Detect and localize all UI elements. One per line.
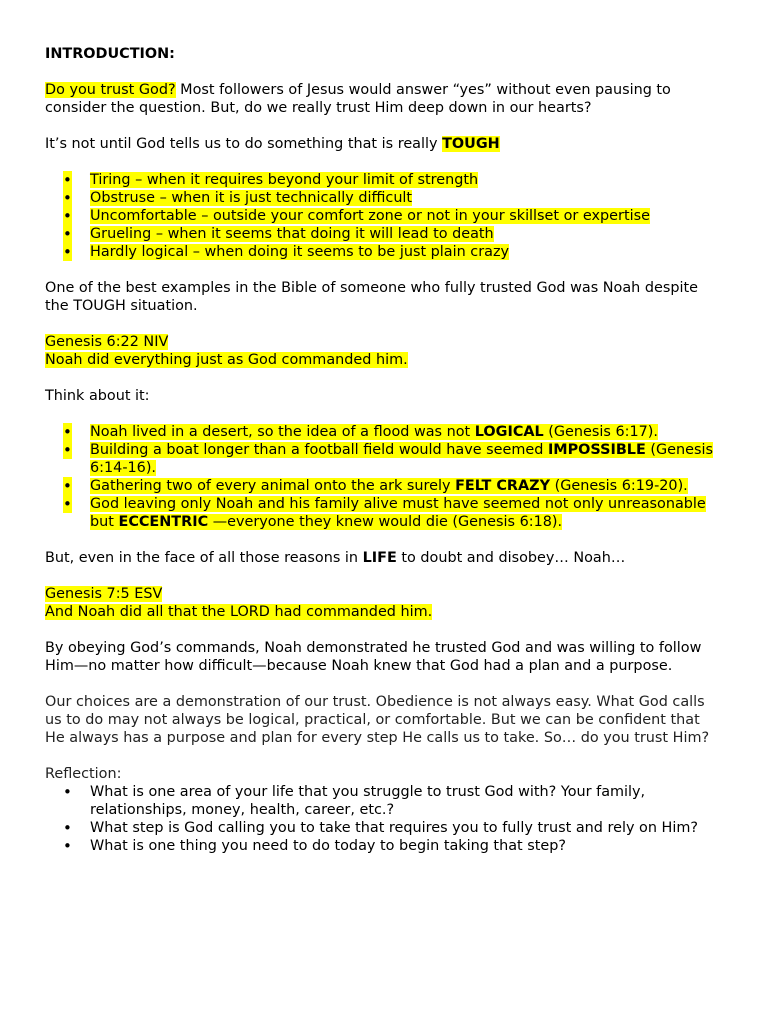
highlight-question: Do you trust God? bbox=[45, 82, 176, 98]
reflection-label: Reflection: bbox=[45, 766, 122, 782]
paragraph-trust-question: Do you trust God? Most followers of Jesus would answer “yes” without even pausing to consider the question. But, do we really trust Him deep down in our hearts? bbox=[45, 82, 671, 116]
list-item: • Tiring – when it requires beyond your limit of strength bbox=[45, 171, 723, 189]
list-item: • Grueling – when it seems that doing it will lead to death bbox=[45, 225, 723, 243]
list-item: • Obstruse – when it is just technically difficult bbox=[45, 189, 723, 207]
verse-ref: Genesis 6:22 NIV bbox=[45, 334, 169, 350]
reflection-list bbox=[45, 783, 723, 855]
intro-heading: INTRODUCTION: bbox=[45, 46, 175, 62]
noah-list bbox=[45, 423, 723, 531]
list-item: • Gathering two of every animal onto the ark surely FELT CRAZY (Genesis 6:19-20). bbox=[45, 477, 723, 495]
tough-list bbox=[45, 171, 723, 261]
list-item: • Hardly logical – when doing it seems to be just plain crazy bbox=[45, 243, 723, 261]
verse-ref: Genesis 7:5 ESV bbox=[45, 586, 163, 602]
verse-genesis-6-22 bbox=[45, 333, 723, 369]
verse-text: Noah did everything just as God commanded him. bbox=[45, 352, 408, 368]
list-item: • Building a boat longer than a football field would have seemed IMPOSSIBLE (Genesis 6:14-16). bbox=[45, 441, 723, 477]
verse-text: And Noah did all that the LORD had commanded him. bbox=[45, 604, 433, 620]
paragraph-obeying: By obeying God’s commands, Noah demonstrated he trusted God and was willing to follow Him—no matter how difficult—because Noah knew that God had a plan and a purpose. bbox=[45, 640, 702, 674]
tough-bold: TOUGH bbox=[442, 136, 500, 152]
list-item: • What step is God calling you to take that requires you to fully trust and rely on Him? bbox=[45, 819, 723, 837]
paragraph-face-of-reasons: But, even in the face of all those reasons in LIFE to doubt and disobey… Noah… bbox=[45, 550, 626, 566]
list-item: • What is one thing you need to do today to begin taking that step? bbox=[45, 837, 723, 855]
list-item: • Uncomfortable – outside your comfort zone or not in your skillset or expertise bbox=[45, 207, 723, 225]
list-item: • What is one area of your life that you struggle to trust God with? Your family, relationships, money, health, career, etc.? bbox=[45, 783, 723, 819]
paragraph-noah-example: One of the best examples in the Bible of someone who fully trusted God was Noah despite the TOUGH situation. bbox=[45, 280, 698, 314]
paragraph-tough: It’s not until God tells us to do something that is really TOUGH bbox=[45, 136, 500, 152]
list-item: • God leaving only Noah and his family alive must have seemed not only unreasonable but ECCENTRIC —everyone they knew would die (Genesis 6:18). bbox=[45, 495, 723, 531]
verse-genesis-7-5 bbox=[45, 585, 723, 621]
think-about-it: Think about it: bbox=[45, 388, 150, 404]
paragraph-choices: Our choices are a demonstration of our trust. Obedience is not always easy. What God calls us to do may not always be logical, practical, or comfortable. But we can be confident that He always has a purpose and plan for every step He calls us to take. So… do you trust Him? bbox=[45, 694, 710, 746]
list-item: • Noah lived in a desert, so the idea of a flood was not LOGICAL (Genesis 6:17). bbox=[45, 423, 723, 441]
